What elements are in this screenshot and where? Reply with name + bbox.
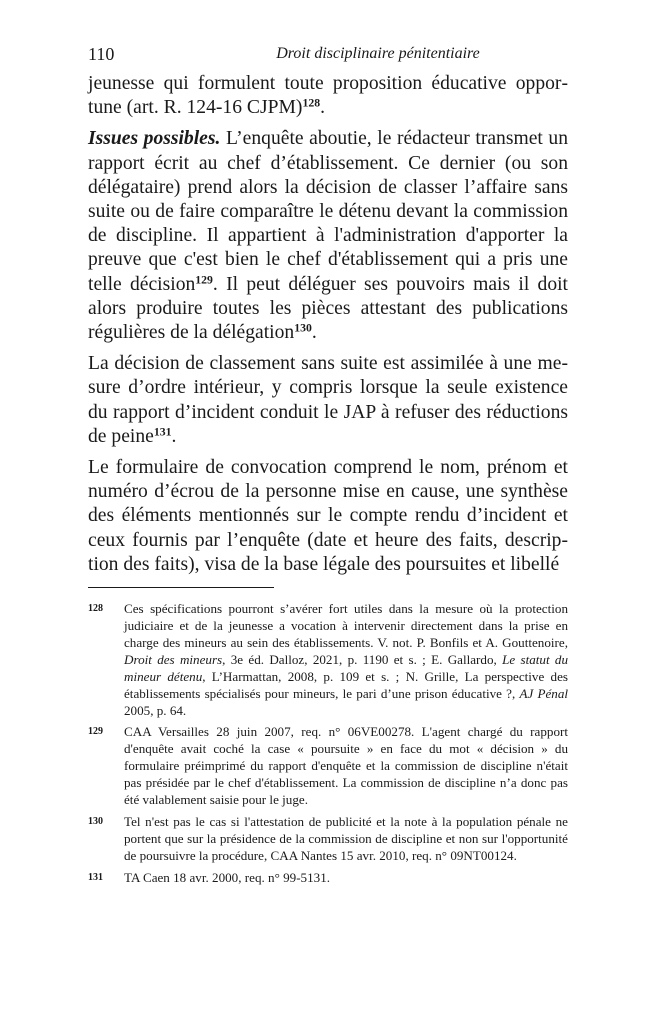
paragraph-1-text: jeunesse qui formulent toute proposition éducative opportune (art. R. 124-16 CJPM) [88, 73, 568, 119]
footnote-128-title-1: Droit des mineurs [124, 651, 223, 667]
paragraph-2-text-3: . [311, 322, 317, 344]
footnote-ref-129[interactable]: 129 [195, 273, 213, 287]
footnote-ref-130[interactable]: 130 [294, 321, 312, 335]
footnotes [88, 601, 568, 887]
paragraph-2-lead: Issues possibles. [88, 128, 221, 150]
page-header [88, 28, 568, 72]
page-number: 110 [88, 44, 115, 64]
footnote-number: 131 [88, 871, 103, 883]
footnote-128-text-1: Ces spécifications pourront s’avérer fort utiles dans la mesure où la protection judiciaire et de la jeunesse a vocation à intervenir directement dans la prise en charge des mineurs au sein des établissements. V. not. P. Bonfils et A. Gouttenoire, [124, 601, 568, 650]
footnote-128-text-3: , L’Harmattan, 2008, p. 109 et s. ; N. Grille, La perspective des établissements spécialisés pour mineurs, le pari d’une prison éducative ?, [124, 668, 568, 701]
paragraph-2-text-2: . Il peut déléguer ses pouvoirs mais il doit alors produire toutes les pièces attestant des publications régulières de la délégation [88, 273, 569, 344]
paragraph-3-end: . [171, 425, 177, 447]
footnote-128 [88, 601, 568, 719]
footnote-separator [88, 587, 274, 588]
footnote-129 [88, 724, 568, 809]
footnote-text: CAA Versailles 28 juin 2007, req. n° 06VE00278. L'agent chargé du rapport d'enquête avait coché la case « poursuite » en face du mot « décision » du formulaire préimprimé du rapport d'enquête et la commission de discipline n'était pas présidée par le chef d'établissement. La commission de discipline n’a donc pas été valablement saisie pour le juge. [124, 724, 568, 808]
paragraph-1: jeunesse qui formulent toute proposition éducative opportune (art. R. 124-16 CJPM)$^{128}$. [88, 73, 568, 119]
footnote-number: 130 [88, 815, 103, 827]
paragraph-4-text: Le formulaire de convocation comprend le nom, prénom et numéro d’écrou de la personne mise en cause, une synthèse des éléments mentionnés sur le compte rendu d’incident et ceux fournis par l’enquête (date et heure des faits, description des faits), visa de la base légale des poursuites et libellé [88, 457, 568, 575]
footnote-ref-131[interactable]: 131 [153, 425, 172, 439]
paragraph-3-text: La décision de classement sans suite est assimilée à une mesure d’ordre intérieur, y compris lorsque la seule existence du rapport d’incident conduit le JAP à refuser des réductions de peine [88, 353, 568, 447]
book-page [88, 28, 568, 892]
footnote-text [124, 601, 568, 719]
main-text [88, 72, 568, 577]
paragraph-2-text-1: L’enquête aboutie, le rédacteur transmet un rapport écrit au chef d’établissement. Ce dernier (ou son délégataire) prend alors la décision de classer l’affaire sans suite ou de faire comparaître le détenu devant la commission de discipline. Il appartient à l'administration d'apporter la preuve que c'est bien le chef d'établissement qui a pris une telle décision [88, 128, 568, 295]
footnote-128-text-2: , 3e éd. Dalloz, 2021, p. 1190 et s. ; E. Gallardo, [222, 651, 503, 667]
footnote-128-text-4: 2005, p. 64. [124, 702, 187, 718]
footnote-131 [88, 870, 568, 887]
footnote-text: TA Caen 18 avr. 2000, req. n° 99-5131. [124, 869, 331, 885]
paragraph-4 [88, 456, 568, 577]
footnote-number: 129 [88, 726, 103, 738]
footnote-text: Tel n'est pas le cas si l'attestation de publicité et la note à la population pénale ne portent que sur la présidence de la commission de discipline et non sur l'opportunité de poursuivre la procédure, CAA Nantes 15 avr. 2010, req. n° 09NT00124. [124, 813, 568, 863]
footnote-130 [88, 814, 568, 865]
footnote-128-title-2: Le statut du mineur détenu [124, 651, 568, 684]
footnote-128-title-3: AJ Pénal [519, 685, 569, 701]
footnote-ref-128[interactable]: 128 [302, 96, 321, 110]
paragraph-2 [88, 127, 568, 345]
footnote-number: 128 [88, 603, 103, 615]
paragraph-3 [88, 352, 568, 449]
running-title: Droit disciplinaire pénitentiaire [276, 45, 480, 62]
